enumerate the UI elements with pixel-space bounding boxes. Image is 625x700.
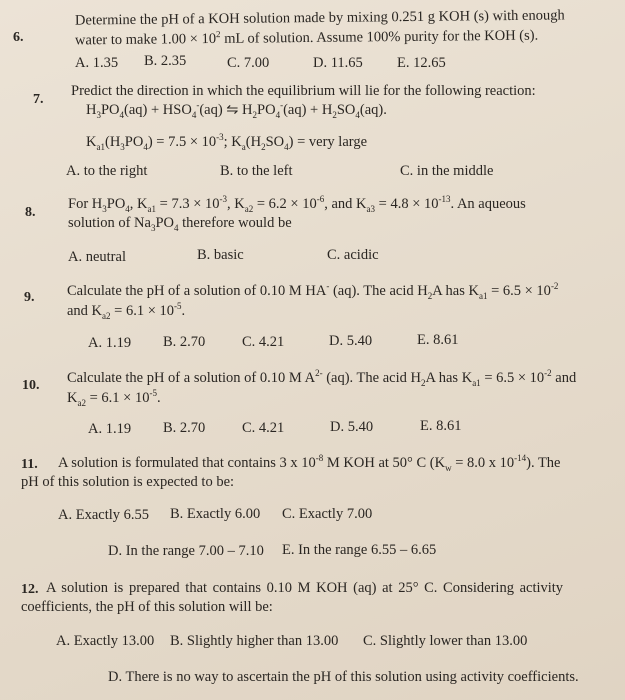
text-run: (aq) + HSO bbox=[124, 102, 192, 118]
text-run: . bbox=[181, 303, 186, 319]
subscript: 3 bbox=[120, 141, 125, 152]
text-run: (H bbox=[245, 134, 262, 150]
text-run: PO bbox=[106, 196, 126, 212]
subscript: a bbox=[241, 141, 246, 152]
subscript: a3 bbox=[366, 203, 376, 214]
subscript: 2 bbox=[427, 290, 433, 301]
question-text bbox=[58, 455, 561, 472]
answer-option[interactable]: B. Exactly 6.00 bbox=[170, 506, 261, 522]
text-run: ; K bbox=[223, 134, 242, 150]
answer-option[interactable]: C. Exactly 7.00 bbox=[282, 506, 373, 522]
text-run: water to make 1.00 × 10 bbox=[74, 30, 217, 49]
subscript: 4 bbox=[174, 222, 179, 233]
text-run: H bbox=[86, 102, 97, 118]
answer-option[interactable]: B. 2.70 bbox=[163, 334, 206, 350]
superscript: -3 bbox=[216, 132, 224, 143]
question-text bbox=[68, 196, 526, 213]
text-run: . An aqueous bbox=[450, 196, 526, 212]
text-run: mL of solution. Assume 100% purity for the KOH (s). bbox=[220, 27, 539, 47]
text-run: PO bbox=[100, 102, 120, 118]
text-run: A has K bbox=[425, 370, 473, 386]
text-run: Calculate the pH of a solution of 0.10 M HA bbox=[67, 283, 327, 299]
text-run: Calculate the pH of a solution of 0.10 M A bbox=[67, 370, 316, 386]
answer-option[interactable]: C. 4.21 bbox=[242, 420, 285, 436]
text-run: K bbox=[86, 134, 97, 150]
text-run: = 8.0 x 10 bbox=[451, 455, 515, 471]
question-number: 10. bbox=[22, 378, 40, 393]
answer-option[interactable]: C. in the middle bbox=[400, 163, 494, 179]
subscript: 3 bbox=[96, 109, 101, 120]
subscript: a2 bbox=[102, 310, 111, 321]
text-run: , and K bbox=[324, 196, 367, 212]
subscript: a1 bbox=[472, 377, 481, 388]
text-run: (H bbox=[104, 134, 121, 150]
answer-option[interactable]: B. Slightly higher than 13.00 bbox=[170, 633, 339, 649]
subscript: 4 bbox=[119, 109, 125, 120]
subscript: 2 bbox=[332, 109, 337, 120]
text-run: = 6.2 × 10 bbox=[253, 196, 317, 212]
subscript: a1 bbox=[478, 290, 488, 301]
subscript: a1 bbox=[147, 203, 157, 214]
question-text bbox=[67, 303, 185, 320]
superscript: -13 bbox=[438, 194, 451, 205]
subscript: 4 bbox=[143, 141, 148, 152]
question-text bbox=[67, 370, 576, 387]
question-text bbox=[67, 390, 161, 407]
text-run: and bbox=[551, 370, 577, 386]
subscript: 4 bbox=[125, 203, 130, 214]
text-run: SO bbox=[336, 102, 356, 118]
answer-option[interactable]: E. 12.65 bbox=[397, 55, 446, 71]
question-number: 11. bbox=[21, 457, 38, 472]
text-run: M KOH at 50° C (K bbox=[323, 455, 446, 471]
answer-option[interactable]: A. Exactly 6.55 bbox=[58, 507, 150, 523]
question-text bbox=[46, 580, 563, 597]
answer-option[interactable]: E. In the range 6.55 – 6.65 bbox=[282, 542, 437, 558]
text-run: PO bbox=[155, 215, 175, 231]
text-run: Determine the pH of a KOH solution made by mixing 0.251 g KOH (s) with enough bbox=[74, 7, 565, 29]
question-text bbox=[71, 83, 536, 100]
answer-option[interactable]: D. 11.65 bbox=[313, 55, 363, 71]
text-run: , K bbox=[129, 196, 148, 212]
text-run: ) = very large bbox=[288, 134, 368, 150]
superscript: 2- bbox=[315, 368, 323, 379]
superscript: - bbox=[280, 100, 284, 111]
text-run: (aq). bbox=[359, 102, 387, 118]
answer-option[interactable]: E. 8.61 bbox=[420, 418, 462, 434]
subscript: 4 bbox=[355, 109, 360, 120]
superscript: -5 bbox=[174, 301, 182, 312]
question-text bbox=[21, 474, 234, 491]
answer-option[interactable]: D. 5.40 bbox=[330, 419, 374, 435]
answer-option[interactable]: A. 1.19 bbox=[88, 421, 132, 437]
subscript: 2 bbox=[252, 109, 258, 120]
question-text bbox=[21, 599, 273, 616]
answer-option[interactable]: A. 1.19 bbox=[88, 335, 132, 351]
answer-option[interactable]: B. 2.70 bbox=[163, 420, 206, 436]
text-run: K bbox=[67, 390, 78, 406]
answer-option[interactable]: A. Exactly 13.00 bbox=[56, 633, 155, 649]
text-run: ) = 7.5 × 10 bbox=[147, 134, 217, 150]
superscript: -2 bbox=[544, 368, 552, 379]
text-run: coefficients, the pH of this solution will be: bbox=[21, 599, 273, 615]
text-run: Predict the direction in which the equilibrium will lie for the following reaction: bbox=[71, 83, 536, 99]
text-run: For H bbox=[68, 196, 103, 212]
text-run: (aq) ⇋ H bbox=[199, 102, 253, 118]
equilibrium-constants bbox=[86, 134, 367, 151]
subscript: 2 bbox=[420, 377, 426, 388]
subscript: w bbox=[445, 462, 452, 473]
text-run: A has K bbox=[432, 283, 479, 299]
answer-option[interactable]: A. to the right bbox=[66, 163, 148, 179]
question-text bbox=[67, 283, 558, 300]
text-run: = 6.5 × 10 bbox=[480, 370, 545, 386]
answer-option[interactable]: C. acidic bbox=[327, 247, 379, 263]
superscript: -3 bbox=[219, 194, 228, 205]
answer-option[interactable]: C. 4.21 bbox=[242, 334, 285, 350]
answer-option[interactable]: B. to the left bbox=[220, 163, 293, 179]
chemical-equation bbox=[86, 102, 387, 119]
superscript: -8 bbox=[315, 453, 324, 464]
subscript: 4 bbox=[191, 109, 197, 120]
text-run: = 6.1 × 10 bbox=[85, 390, 150, 406]
answer-option[interactable]: C. Slightly lower than 13.00 bbox=[363, 633, 528, 649]
text-run: SO bbox=[265, 134, 285, 150]
text-run: PO bbox=[257, 102, 276, 118]
subscript: 3 bbox=[102, 203, 107, 214]
question-text bbox=[75, 7, 565, 29]
subscript: a1 bbox=[96, 141, 105, 152]
superscript: -5 bbox=[149, 388, 157, 399]
answer-option[interactable]: E. 8.61 bbox=[417, 332, 459, 348]
text-run: solution of Na bbox=[68, 215, 151, 231]
text-run: , K bbox=[227, 196, 245, 212]
superscript: - bbox=[196, 100, 200, 111]
subscript: a2 bbox=[244, 203, 254, 214]
answer-option[interactable]: B. 2.35 bbox=[144, 53, 187, 69]
text-run: A solution is prepared that contains 0.10 M KOH (aq) at 25° C. Considering activity bbox=[46, 580, 564, 596]
question-number: 6. bbox=[13, 30, 24, 45]
subscript: 4 bbox=[275, 109, 281, 120]
superscript: - bbox=[326, 281, 330, 292]
superscript: 2 bbox=[215, 29, 221, 40]
text-run: = 6.1 × 10 bbox=[110, 303, 175, 319]
answer-option[interactable]: D. There is no way to ascertain the pH of this solution using activity coefficients. bbox=[108, 669, 579, 685]
answer-option[interactable]: B. basic bbox=[197, 247, 244, 263]
text-run: (aq). The acid H bbox=[329, 283, 428, 299]
text-run: (aq) + H bbox=[283, 102, 333, 118]
answer-option[interactable]: A. neutral bbox=[68, 249, 126, 265]
question-number: 12. bbox=[21, 582, 39, 597]
text-run: = 6.5 × 10 bbox=[487, 283, 551, 299]
question-number: 9. bbox=[24, 290, 35, 305]
question-text bbox=[68, 215, 292, 232]
answer-option[interactable]: D. In the range 7.00 – 7.10 bbox=[108, 543, 264, 559]
text-run: . bbox=[156, 390, 161, 406]
answer-option[interactable]: C. 7.00 bbox=[227, 55, 270, 71]
text-run: PO bbox=[124, 134, 144, 150]
subscript: 3 bbox=[150, 222, 156, 233]
subscript: 4 bbox=[284, 141, 289, 152]
answer-option[interactable]: A. 1.35 bbox=[75, 55, 119, 71]
question-number: 8. bbox=[25, 205, 36, 220]
subscript: 2 bbox=[261, 141, 266, 152]
superscript: -2 bbox=[550, 281, 559, 292]
text-run: = 7.3 × 10 bbox=[156, 196, 220, 212]
text-run: (aq). The acid H bbox=[322, 370, 421, 386]
answer-option[interactable]: D. 5.40 bbox=[329, 333, 373, 349]
text-run: = 4.8 × 10 bbox=[375, 196, 439, 212]
text-run: and K bbox=[67, 303, 103, 319]
text-run: pH of this solution is expected to be: bbox=[21, 474, 235, 490]
question-number: 7. bbox=[33, 92, 44, 107]
question-text bbox=[75, 28, 538, 50]
text-run: therefore would be bbox=[178, 215, 292, 231]
superscript: -6 bbox=[316, 194, 325, 205]
text-run: ). The bbox=[526, 455, 561, 471]
subscript: a2 bbox=[77, 397, 86, 408]
superscript: -14 bbox=[514, 453, 527, 464]
text-run: A solution is formulated that contains 3 x 10 bbox=[58, 455, 316, 471]
